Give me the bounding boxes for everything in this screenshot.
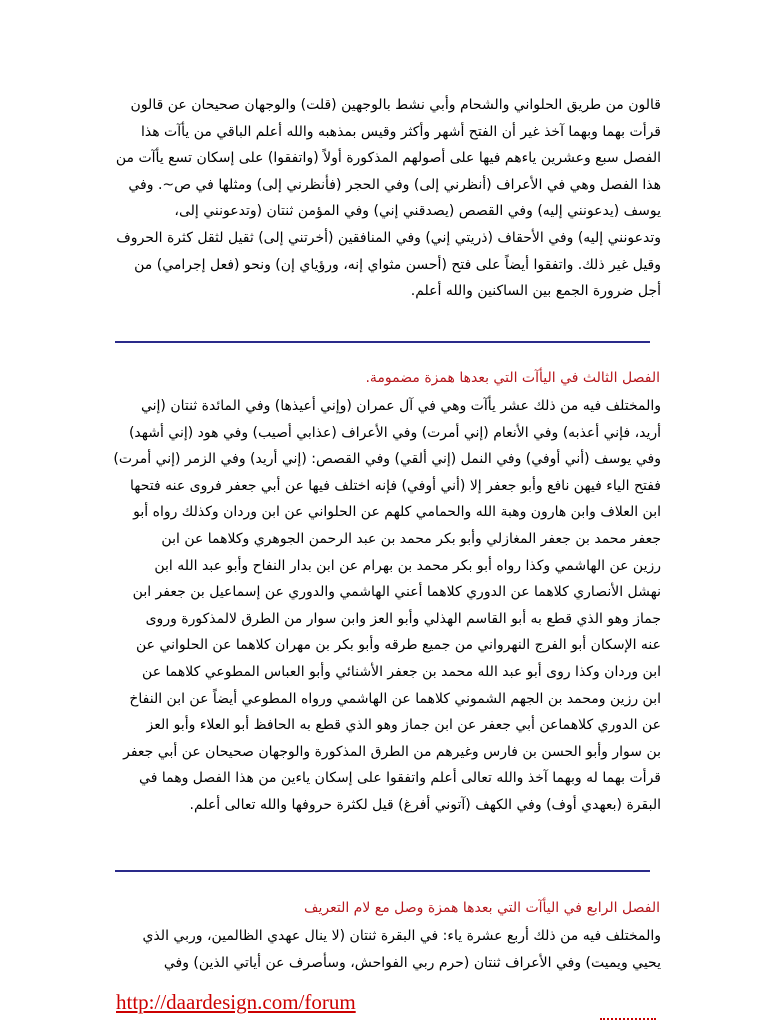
paragraph-3: [113, 923, 661, 976]
text-line: رزين عن الهاشمي وكذا رواه أبو بكر محمد بن بهرام عن ابن بدار النفاح وأبو عبد الله ابن: [154, 557, 661, 574]
text-line: عنه الإسكان أبو الفرج النهرواني من جميع طرقه وأبو بكر بن مهران كلاهما عن الحلواني عن: [136, 637, 661, 654]
text-line: نهشل الأنصاري كلاهما عن الدوري كلاهما أعني الهاشمي والدوري عن إسماعيل بن جعفر ابن: [132, 584, 661, 601]
text-line: قرأت بهما له وبهما آخذ والله تعالى أعلم واتفقوا على إسكان ياءين من هذا الفصل وهما في: [139, 770, 661, 787]
text-line: والمختلف فيه من ذلك أربع عشرة ياء: في البقرة ثنتان (لا ينال عهدي الظالمين، وربي الذي: [142, 928, 661, 944]
text-line: بن سوار وأبو الحسن بن فارس وغيرهم من الطرق المذكورة والوجهان صحيحان عن أبي جعفر: [123, 743, 661, 760]
text-line: وقيل غير ذلك. واتفقوا أيضاً على فتح (أحسن مثواي إنه، ورؤياي إن) ونحو (فعل إجرامي) من: [134, 256, 661, 273]
text-line: ففتح الياء فيهن نافع وأبو جعفر إلا (أني أوفي) فإنه اختلف فيها عن أبي جعفر فروى عنه فتحها: [130, 477, 661, 494]
section-divider-2: [115, 870, 650, 872]
text-line: ابن العلاف وابن هارون وهبة الله والحمامي كلهم عن الحلواني عن ابن وردان وكذلك رواه أبو: [133, 504, 661, 521]
text-line: يحيي ويميت) وفي الأعراف ثنتان (حرم ربي الفواحش، وسأصرف عن أياتي الذين) وفي: [163, 954, 661, 971]
heading-section-4: الفصل الرابع في اليأآت التي بعدها همزة وصل مع لام التعريف: [303, 900, 660, 916]
paragraph-1: [113, 92, 661, 305]
paragraph-2: [113, 393, 661, 819]
text-line: ابن رزين ومحمد بن الجهم الشموني كلاهما عن الهاشمي ورواه المطوعي أيضاً عن ابن النفاخ: [129, 690, 661, 707]
text-line: وفي يوسف (أني أوفي) وفي النمل (إني ألقي) وفي القصص: (إني أريد) وفي الزمر (إني أمرت): [113, 451, 661, 468]
text-line: ابن وردان وكذا روى أبو عبد الله محمد بن جعفر الأشنائي وأبو العباس المطوعي كلاهما عن: [142, 663, 661, 680]
heading-section-3: الفصل الثالث في اليأآت التي بعدها همزة مضمومة.: [365, 370, 660, 386]
text-line: أريد، فإني أعذبه) وفي الأنعام (إني أمرت) وفي الأعراف (عذابي أصيب) وفي هود (إني أشهد): [128, 424, 661, 441]
text-line: والمختلف فيه من ذلك عشر يأآت وهي في آل عمران (وإني أعيذها) وفي المائدة ثنتان (إني: [140, 398, 661, 414]
text-line: جماز وهو الذي قطع به أبو القاسم الهذلي وأبو العز وابن سوار من الطرق لالمذكورة وروى: [145, 610, 661, 627]
footer-forum-link[interactable]: http://daardesign.com/forum: [116, 990, 356, 1014]
text-line: جعفر محمد بن جعفر المغازلي وأبو بكر محمد بن عبد الرحمن الجوهري وكلاهما عن ابن: [161, 530, 661, 547]
text-line: عن الدوري كلاهماعن أبي جعفر عن ابن جماز وهو الذي قطع به الحافظ أبو العلاء وأبو العز: [146, 717, 661, 734]
text-line: أجل ضرورة الجمع بين الساكنين والله أعلم.: [410, 283, 661, 300]
cut-off-next-heading: [600, 1014, 660, 1024]
section-divider-1: [115, 341, 650, 343]
text-line: البقرة (بعهدي أوف) وفي الكهف (آتوني أفرغ) قيل لكثرة حروفها والله تعالى أعلم.: [189, 796, 661, 813]
text-line: وتدعونني إليه) وفي الأحقاف (ذريتي إني) وفي المنافقين (أخرتني إلى) ثقيل لثقل كثرة الحروف: [116, 229, 661, 246]
text-line: هذا الفصل وهي في الأعراف (أنظرني إلى) وفي الحجر (فأنظرني إلى) ومثلها في ص~. وفي: [128, 176, 661, 193]
text-line: يوسف (يدعونني إليه) وفي القصص (يصدقني إني) وفي المؤمن ثنتان (وتدعونني إلى،: [174, 203, 661, 220]
text-line: الفصل سبع وعشرين ياءهم فيها على أصولهم المذكورة أولاً (واتفقوا) على إسكان تسع يأآت من: [115, 150, 661, 167]
text-line: قرأت بهما وبهما آخذ غير أن الفتح أشهر وأكثر وقيس بمذهبه والله أعلم الباقي من يأآت هذا: [140, 123, 661, 140]
text-line: قالون من طريق الحلواني والشحام وأبي نشط بالوجهين (قلت) والوجهان صحيحان عن قالون: [130, 97, 661, 113]
